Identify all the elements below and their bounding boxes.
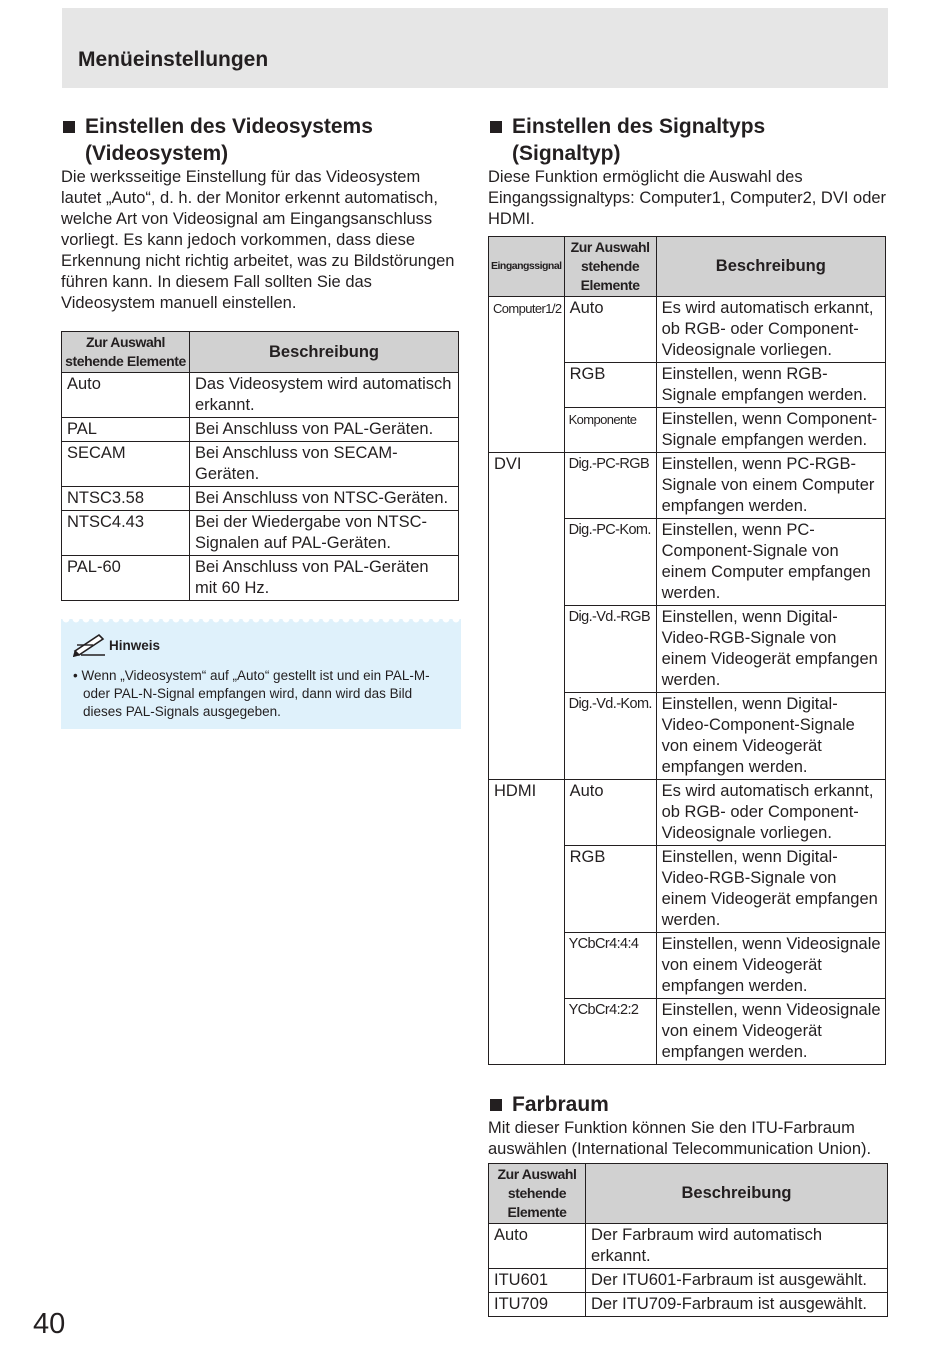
section-title-farbraum [488, 1091, 888, 1118]
table-cell-item: Auto [564, 297, 656, 363]
signaltyp-table [488, 236, 886, 1065]
note-text: • Wenn „Videosystem“ auf „Auto“ gestellt ist und ein PAL-M- oder PAL-N-Signal empfangen wird, dann wird das Bild dieses PAL-Signals ausgegeben. [73, 668, 430, 719]
videosystem-table [61, 331, 459, 601]
table-cell-desc: Das Videosystem wird automatisch erkannt. [190, 373, 459, 418]
table-cell-item: ITU601 [489, 1269, 586, 1293]
table-cell-input-span [489, 933, 565, 999]
table-cell-input-span [489, 693, 565, 780]
table-row [62, 487, 459, 511]
section-title-line1: Farbraum [512, 1093, 609, 1116]
table-cell-desc: Bei Anschluss von NTSC-Geräten. [190, 487, 459, 511]
table-row [489, 933, 886, 999]
farbraum-table [488, 1163, 888, 1317]
table-row [489, 606, 886, 693]
table-cell-item: Dig.-Vd.-RGB [564, 606, 656, 693]
table-cell-input-span [489, 519, 565, 606]
table-cell-desc: Einstellen, wenn Digital-Video-RGB-Signale von einem Videogerät empfangen werden. [656, 846, 885, 933]
note-border-decoration [61, 619, 461, 625]
table-row [489, 519, 886, 606]
table-row [62, 373, 459, 418]
table-header-row [62, 332, 459, 373]
table-cell-desc: Bei der Wiedergabe von NTSC-Signalen auf PAL-Geräten. [190, 511, 459, 556]
table-row [489, 1293, 888, 1317]
table-row [62, 556, 459, 601]
note-heading-label: Hinweis [109, 637, 161, 653]
table-cell-desc: Einstellen, wenn PC-Component-Signale von einem Computer empfangen werden. [656, 519, 885, 606]
page-title: Menüeinstellungen [78, 48, 269, 71]
table-cell-input-span [489, 606, 565, 693]
table-cell-desc: Einstellen, wenn Videosignale von einem Videogerät empfangen werden. [656, 933, 885, 999]
header-band [62, 8, 888, 88]
section-intro: Diese Funktion ermöglicht die Auswahl des Eingangssignaltyps: Computer1, Computer2, DVI oder HDMI. [488, 168, 887, 228]
table-cell-item: NTSC4.43 [62, 511, 190, 556]
table-row [489, 693, 886, 780]
table-cell-desc: Einstellen, wenn Digital-Video-RGB-Signale von einem Videogerät empfangen werden. [656, 606, 885, 693]
table-cell-desc: Der Farbraum wird automatisch erkannt. [586, 1224, 888, 1269]
section-title-line1: Einstellen des Signaltyps [512, 115, 766, 138]
section-title-videosystem [61, 113, 461, 167]
table-cell-desc: Bei Anschluss von PAL-Geräten. [190, 418, 459, 442]
table-cell-desc: Es wird automatisch erkannt, ob RGB- oder Component-Videosignale vorliegen. [656, 780, 885, 846]
table-cell-item: NTSC3.58 [62, 487, 190, 511]
table-cell-item: SECAM [62, 442, 190, 487]
table-cell-input-span [489, 408, 565, 453]
table-cell-item: ITU709 [489, 1293, 586, 1317]
table-row [489, 1269, 888, 1293]
table-cell-item: YCbCr4:4:4 [564, 933, 656, 999]
table-row [489, 408, 886, 453]
table-row [62, 511, 459, 556]
section-title-line1: Einstellen des Videosystems [85, 115, 373, 138]
table-cell-input-span [489, 999, 565, 1065]
square-bullet-icon [490, 121, 502, 133]
table-cell-item: RGB [564, 846, 656, 933]
table-header-description: Beschreibung [656, 237, 885, 297]
table-cell-item: Auto [564, 780, 656, 846]
table-cell-input: HDMI [489, 780, 565, 846]
table-cell-desc: Es wird automatisch erkannt, ob RGB- oder Component-Videosignale vorliegen. [656, 297, 885, 363]
right-column [488, 113, 888, 1317]
page-number: 40 [33, 1308, 66, 1340]
table-row [489, 297, 886, 363]
table-cell-desc: Einstellen, wenn RGB-Signale empfangen werden. [656, 363, 885, 408]
table-cell-desc: Einstellen, wenn Digital-Video-Component-Signale von einem Videogerät empfangen werden. [656, 693, 885, 780]
note-heading [73, 633, 451, 657]
table-cell-item: PAL [62, 418, 190, 442]
table-cell-desc: Einstellen, wenn Component-Signale empfangen werden. [656, 408, 885, 453]
table-cell-item: Komponente [564, 408, 656, 453]
section-intro: Mit dieser Funktion können Sie den ITU-Farbraum auswählen (International Telecommunication Union). [488, 1119, 872, 1158]
table-row [489, 999, 886, 1065]
table-header-input: Eingangssignal [489, 237, 565, 297]
table-cell-input-span [489, 846, 565, 933]
table-cell-item: Dig.-PC-Kom. [564, 519, 656, 606]
section-title-line2: (Videosystem) [85, 142, 229, 165]
note-box [61, 619, 461, 729]
left-column [61, 113, 461, 729]
table-cell-item: PAL-60 [62, 556, 190, 601]
table-header-items: Zur Auswahl stehende Elemente [489, 1164, 586, 1224]
table-cell-desc: Einstellen, wenn PC-RGB-Signale von einem Computer empfangen werden. [656, 453, 885, 519]
table-cell-input-span [489, 363, 565, 408]
table-cell-item: Dig.-PC-RGB [564, 453, 656, 519]
table-row [489, 846, 886, 933]
table-row [489, 453, 886, 519]
table-header-row [489, 1164, 888, 1224]
table-cell-item: Auto [62, 373, 190, 418]
section-title-signaltyp [488, 113, 888, 167]
table-row [62, 442, 459, 487]
pencil-note-icon [73, 633, 107, 657]
table-cell-desc: Der ITU601-Farbraum ist ausgewählt. [586, 1269, 888, 1293]
table-row [489, 363, 886, 408]
square-bullet-icon [63, 121, 75, 133]
table-header-items: Zur Auswahl stehende Elemente [564, 237, 656, 297]
table-cell-input: DVI [489, 453, 565, 519]
table-row [489, 780, 886, 846]
table-cell-desc: Einstellen, wenn Videosignale von einem Videogerät empfangen werden. [656, 999, 885, 1065]
section-title-line2: (Signaltyp) [512, 142, 621, 165]
table-row [489, 1224, 888, 1269]
table-cell-desc: Der ITU709-Farbraum ist ausgewählt. [586, 1293, 888, 1317]
table-cell-item: Dig.-Vd.-Kom. [564, 693, 656, 780]
square-bullet-icon [490, 1099, 502, 1111]
section-intro: Die werksseitige Einstellung für das Videosystem lautet „Auto“, d. h. der Monitor erkennt automatisch, welche Art von Videosignal am Eingangsanschluss vorliegt. Es kann jedoch vorkommen, dass diese Erkennung nicht richtig arbeitet, was zu Bildstörungen führen kann. In diesem Fall sollten Sie das Videosystem manuell einstellen. [61, 168, 455, 312]
table-cell-desc: Bei Anschluss von SECAM-Geräten. [190, 442, 459, 487]
table-cell-item: Auto [489, 1224, 586, 1269]
table-cell-item: YCbCr4:2:2 [564, 999, 656, 1065]
table-header-description: Beschreibung [586, 1164, 888, 1224]
table-row [62, 418, 459, 442]
table-header-items: Zur Auswahl stehende Elemente [62, 332, 190, 373]
table-cell-input: Computer1/2 [489, 297, 565, 363]
table-cell-desc: Bei Anschluss von PAL-Geräten mit 60 Hz. [190, 556, 459, 601]
table-header-description: Beschreibung [190, 332, 459, 373]
table-header-row [489, 237, 886, 297]
table-cell-item: RGB [564, 363, 656, 408]
